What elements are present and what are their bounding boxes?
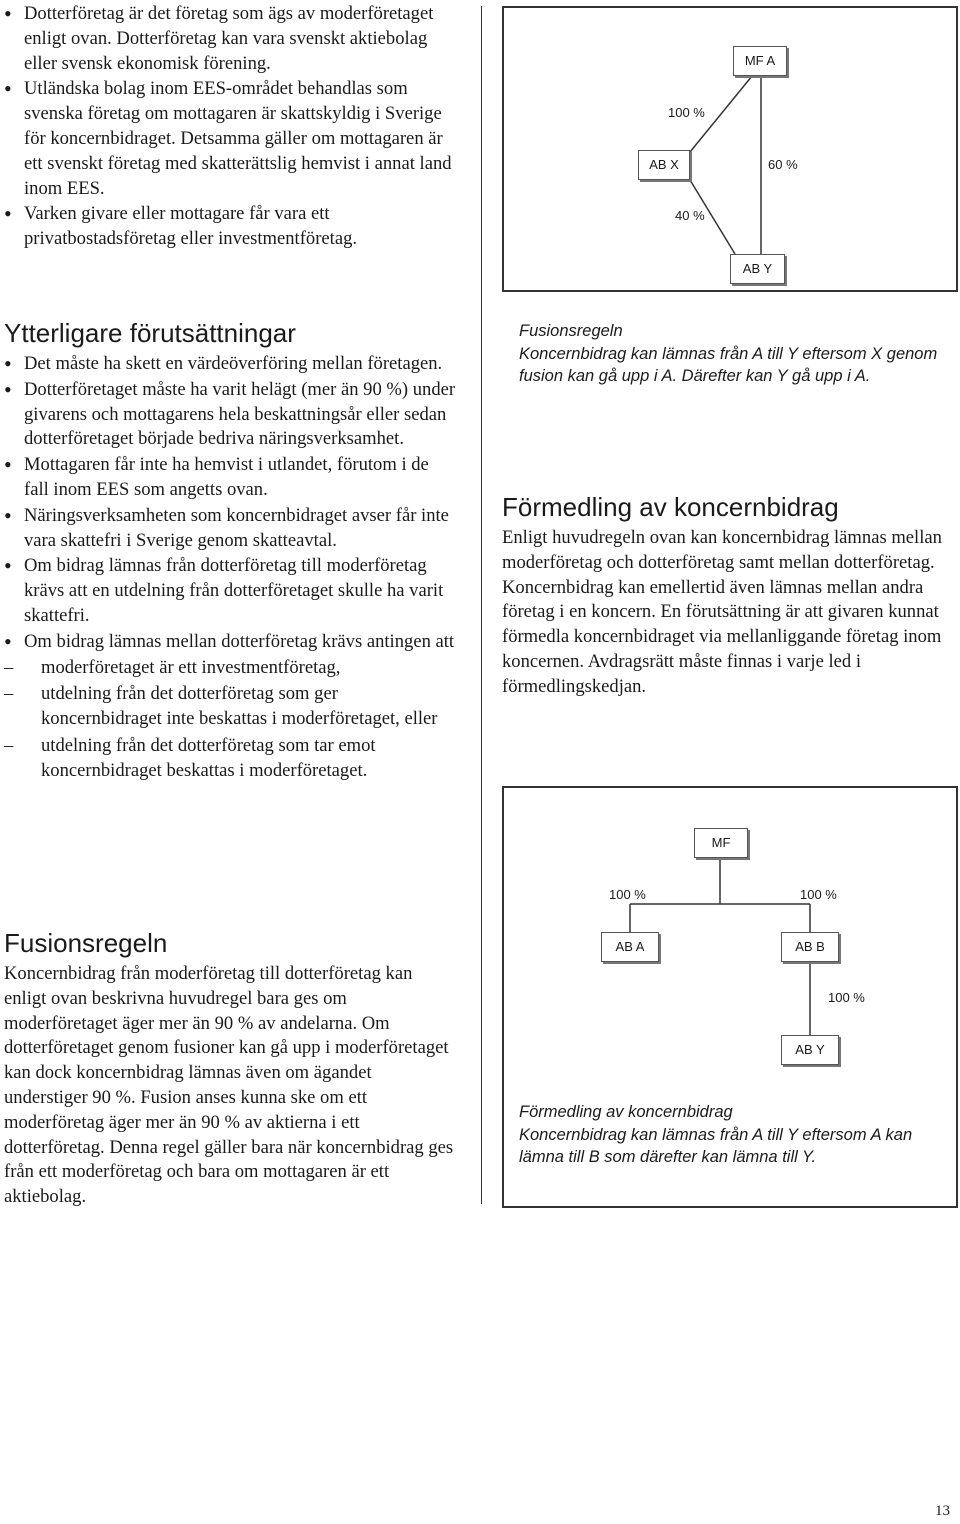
- diagram-formedling-caption: [519, 1101, 939, 1169]
- fusion-body: Koncernbidrag från moderföretag till dotterföretag kan enligt ovan beskrivna huvudregel bara ges om moderföretaget äger mer än 90 % av andelarna. Om dotterföretaget genom fusioner kan gå upp i moderföretaget kan dock koncernbidrag lämnas även om ägandet understiger 90 %. Fusion anses kunna ske om ett moderföretag äger mer än 90 % av aktierna i ett dotterföretag. Denna regel gäller bara när koncernbidrag ges från ett moderföretag och bara om mottagaren är ett aktiebolag.: [4, 963, 454, 1208]
- diagram-fusion-box: [502, 6, 958, 292]
- caption-title: Förmedling av koncernbidrag: [519, 1103, 733, 1121]
- intro-bullet: • Varken givare eller mottagare får vara ett privatbostadsföretag eller investmentföretag.: [4, 202, 456, 252]
- caption-text: Koncernbidrag kan lämnas från A till Y eftersom A kan lämna till B som därefter kan lämna till Y.: [519, 1125, 913, 1166]
- ytterligare-bullet: • Det måste ha skett en värdeöverföring mellan företagen.: [4, 352, 456, 377]
- node-ab-y: AB Y: [781, 1035, 839, 1065]
- ytterligare-bullet: • Mottagaren får inte ha hemvist i utlandet, förutom i de fall inom EES som angetts ovan.: [4, 453, 456, 503]
- node-ab-y: AB Y: [730, 254, 785, 284]
- ytterligare-bullet: • Om bidrag lämnas från dotterföretag till moderföretag krävs att en utdelning från dotterföretaget skulle ha varit skattefri.: [4, 554, 456, 628]
- fusion-heading: Fusionsregeln: [4, 928, 168, 958]
- column-divider: [481, 6, 482, 1204]
- ytterligare-bullet-list: [4, 352, 456, 655]
- ytterligare-bullet: • Om bidrag lämnas mellan dotterföretag krävs antingen att: [4, 630, 456, 655]
- formedling-body: Enligt huvudregeln ovan kan koncernbidrag lämnas mellan moderföretag och dotterföretag samt mellan dotterföretag. Koncernbidrag kan emellertid även lämnas mellan andra företag i en koncern. En förutsättning är att givaren kunnat förmedla koncernbidraget via mellanliggande företag inom koncernen. Avdragsrätt måste finnas i varje led i förmedlingskedjan.: [502, 527, 942, 697]
- pct-abb-aby: 100 %: [828, 990, 865, 1005]
- ytterligare-bullet: • Näringsverksamheten som koncernbidraget avser får inte vara skattefri i Sverige genom skatteavtal.: [4, 504, 456, 554]
- formedling-section: [502, 492, 957, 700]
- pct-mf-abb: 100 %: [800, 887, 837, 902]
- pct-mfa-aby: 60 %: [768, 157, 798, 172]
- node-mf-a: MF A: [733, 46, 787, 76]
- dash-item: – moderföretaget är ett investmentföretag,: [4, 656, 456, 681]
- intro-bullet: • Dotterföretag är det företag som ägs av moderföretaget enligt ovan. Dotterföretag kan vara svenskt aktiebolag eller svensk ekonomisk förening.: [4, 2, 456, 76]
- dash-item: – utdelning från det dotterföretag som tar emot koncernbidraget beskattas i moderföretaget.: [4, 734, 456, 784]
- fusion-section: [4, 928, 456, 1210]
- caption-title: Fusionsregeln: [519, 322, 623, 340]
- pct-mfa-abx: 100 %: [668, 105, 705, 120]
- pct-mf-aba: 100 %: [609, 887, 646, 902]
- formedling-heading: Förmedling av koncernbidrag: [502, 492, 839, 522]
- node-ab-a: AB A: [601, 932, 659, 962]
- ytterligare-section: [4, 318, 456, 786]
- page-number: 13: [935, 1503, 950, 1519]
- diagram-fusion-lines: [504, 8, 956, 290]
- intro-section: [4, 2, 456, 253]
- caption-text: Koncernbidrag kan lämnas från A till Y eftersom X genom fusion kan gå upp i A. Därefter kan Y gå upp i A.: [519, 344, 938, 385]
- ytterligare-bullet: • Dotterföretaget måste ha varit helägt (mer än 90 %) under givarens och mottagarens hela beskattningsår eller sedan dotterföretaget började bedriva näringsverksamhet.: [4, 378, 456, 452]
- dash-item: – utdelning från det dotterföretag som ger koncernbidraget inte beskattas i moderföretaget, eller: [4, 682, 456, 732]
- node-ab-b: AB B: [781, 932, 839, 962]
- intro-bullet: • Utländska bolag inom EES-området behandlas som svenska företag om mottagaren är skattskyldig i Sverige för koncernbidraget. Detsamma gäller om mottagaren är ett svenskt företag med skatterättslig hemvist i annat land inom EES.: [4, 77, 456, 201]
- node-mf: MF: [694, 828, 748, 858]
- diagram-fusion-caption: [519, 320, 939, 388]
- intro-bullet-list: [4, 2, 456, 252]
- node-ab-x: AB X: [638, 150, 690, 180]
- pct-abx-aby: 40 %: [675, 208, 705, 223]
- ytterligare-heading: Ytterligare förutsättningar: [4, 318, 296, 348]
- ytterligare-dash-list: [4, 656, 456, 784]
